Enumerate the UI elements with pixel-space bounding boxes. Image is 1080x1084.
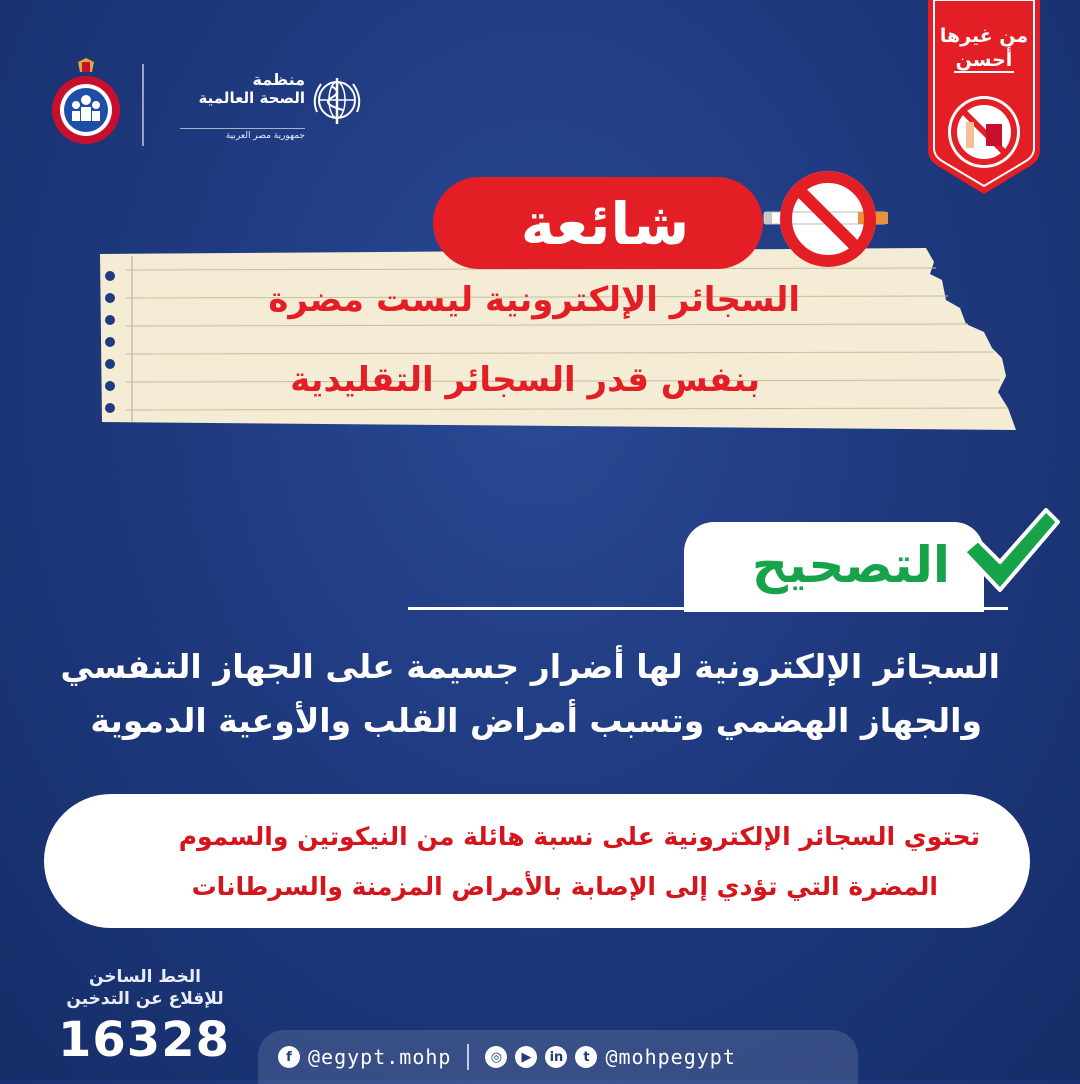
twitter-icon[interactable]: t (575, 1046, 597, 1068)
myth-label: شائعة (520, 190, 690, 258)
no-smoking-icon (762, 166, 898, 272)
myth-line1: السجائر الإلكترونية ليست مضرة (268, 280, 800, 320)
correction-underline (408, 607, 1008, 610)
facebook-icon[interactable]: f (278, 1046, 300, 1068)
ministry-of-health-logo (48, 58, 124, 146)
who-name-line1: منظمة (252, 70, 305, 89)
correction-label: التصحيح (751, 536, 950, 594)
campaign-badge (924, 0, 1044, 196)
social-handle-secondary[interactable]: @mohpegypt (605, 1045, 736, 1069)
social-bar (258, 1030, 858, 1084)
who-logo (165, 70, 365, 146)
social-handle-primary[interactable]: @egypt.mohp (308, 1045, 452, 1069)
correction-line1: السجائر الإلكترونية لها أضرار جسيمة على الجهاز التنفسي (60, 647, 1000, 686)
social-separator (467, 1044, 469, 1070)
hotline-title-line2: للإقلاع عن التدخين (66, 989, 224, 1009)
badge-line2: أحسن (955, 49, 1013, 71)
hotline (60, 966, 230, 1066)
correction-line2: والجهاز الهضمي وتسبب أمراض القلب والأوعية الدموية (90, 701, 982, 740)
who-emblem-icon (309, 72, 365, 128)
correction-statement (60, 640, 1000, 748)
badge-line1: من غيرها (939, 25, 1029, 47)
myth-line2: بنفس قدر السجائر التقليدية (290, 360, 760, 400)
linkedin-icon[interactable]: in (545, 1046, 567, 1068)
badge-slogan (924, 24, 1044, 72)
youtube-icon[interactable]: ▶ (515, 1046, 537, 1068)
who-name-line2: الصحة العالمية (198, 89, 305, 107)
instagram-icon[interactable]: ◎ (485, 1046, 507, 1068)
who-name (155, 70, 305, 108)
hotline-number[interactable]: 16328 (58, 1012, 230, 1068)
hotline-title-line1: الخط الساخن (88, 967, 202, 987)
logo-divider (142, 64, 144, 146)
info-line2: المضرة التي تؤدي إلى الإصابة بالأمراض المزمنة والسرطانات (191, 872, 938, 901)
who-subtitle: جمهورية مصر العربية (180, 128, 305, 141)
info-statement (70, 812, 990, 912)
info-line1: تحتوي السجائر الإلكترونية على نسبة هائلة من النيكوتين والسموم (178, 822, 980, 851)
check-icon (960, 504, 1060, 596)
